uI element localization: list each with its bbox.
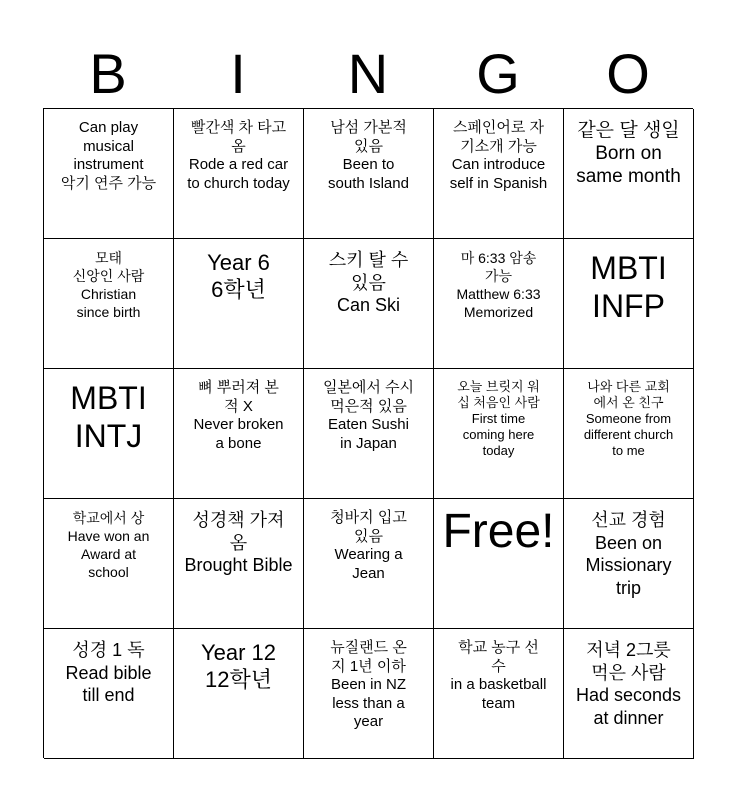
cell-text: 학교에서 상 Have won an Award at school (67, 510, 150, 580)
bingo-cell[interactable] (564, 629, 694, 759)
bingo-cell[interactable] (174, 369, 304, 499)
cell-text: 빨간색 차 타고 옴 Rode a red car to church today (187, 119, 290, 192)
bingo-header (43, 40, 693, 108)
bingo-cell[interactable] (44, 369, 174, 499)
bingo-cell[interactable] (304, 369, 434, 499)
cell-text: Can play musical instrument 악기 연주 가능 (60, 119, 157, 192)
header-letter-i: I (230, 42, 246, 105)
cell-text: Year 6 6학년 (207, 250, 270, 302)
header-letter-b: B (89, 42, 127, 105)
bingo-cell[interactable] (174, 499, 304, 629)
cell-text: MBTI INTJ (70, 380, 147, 454)
header-letter-g: G (476, 42, 520, 105)
cell-text: 선교 경험 Been on Missionary trip (585, 510, 672, 598)
bingo-cell[interactable] (304, 499, 434, 629)
bingo-grid (43, 108, 693, 758)
bingo-cell[interactable] (434, 109, 564, 239)
bingo-cell[interactable] (44, 109, 174, 239)
cell-text: 스키 탈 수 있음 Can Ski (328, 250, 409, 315)
header-letter-o: O (606, 42, 650, 105)
cell-text: 모태 신앙인 사람 Christian since birth (72, 250, 145, 320)
bingo-cell[interactable] (304, 239, 434, 369)
bingo-cell[interactable] (434, 629, 564, 759)
cell-text: MBTI INFP (590, 250, 667, 324)
cell-text: Year 12 12학년 (200, 640, 277, 692)
cell-text: 저녁 2그릇 먹은 사람 Had seconds at dinner (575, 640, 682, 728)
bingo-cell[interactable] (304, 629, 434, 759)
cell-text: 같은 달 생일 Born on same month (576, 120, 681, 187)
bingo-cell[interactable] (304, 109, 434, 239)
cell-text: 나와 다른 교회 에서 온 친구 Someone from different church to me (583, 379, 674, 458)
bingo-cell[interactable] (564, 369, 694, 499)
cell-text: 뉴질랜드 온 지 1년 이하 Been in NZ less than a year (330, 639, 407, 730)
free-space-text: Free! (442, 505, 555, 558)
header-letter-n: N (347, 42, 389, 105)
bingo-cell[interactable] (174, 239, 304, 369)
cell-text: 성경 1 독 Read bible till end (65, 640, 152, 705)
bingo-cell[interactable] (44, 499, 174, 629)
free-space-cell[interactable] (434, 499, 564, 629)
cell-text: 청바지 입고 있음 Wearing a Jean (330, 509, 407, 582)
cell-text: 스페인어로 자 기소개 가능 Can introduce self in Spanish (449, 119, 548, 192)
bingo-cell[interactable] (44, 629, 174, 759)
cell-text: 뼈 뿌러져 본 적 X Never broken a bone (193, 379, 284, 452)
cell-text: 일본에서 수시 먹은적 있음 Eaten Sushi in Japan (322, 379, 415, 452)
bingo-cell[interactable] (564, 499, 694, 629)
cell-text: 마 6:33 암송 가능 Matthew 6:33 Memorized (456, 250, 541, 320)
bingo-cell[interactable] (434, 239, 564, 369)
cell-text: 남섬 가본적 있음 Been to south Island (328, 119, 409, 192)
cell-text: 학교 농구 선 수 in a basketball team (450, 639, 547, 712)
cell-text: 오늘 브릿지 워 십 처음인 사람 First time coming here today (457, 379, 540, 458)
bingo-cell[interactable] (44, 239, 174, 369)
bingo-cell[interactable] (564, 109, 694, 239)
bingo-cell[interactable] (434, 369, 564, 499)
cell-text: 성경책 가져 옴 Brought Bible (184, 510, 293, 575)
bingo-cell[interactable] (564, 239, 694, 369)
bingo-cell[interactable] (174, 109, 304, 239)
bingo-cell[interactable] (174, 629, 304, 759)
